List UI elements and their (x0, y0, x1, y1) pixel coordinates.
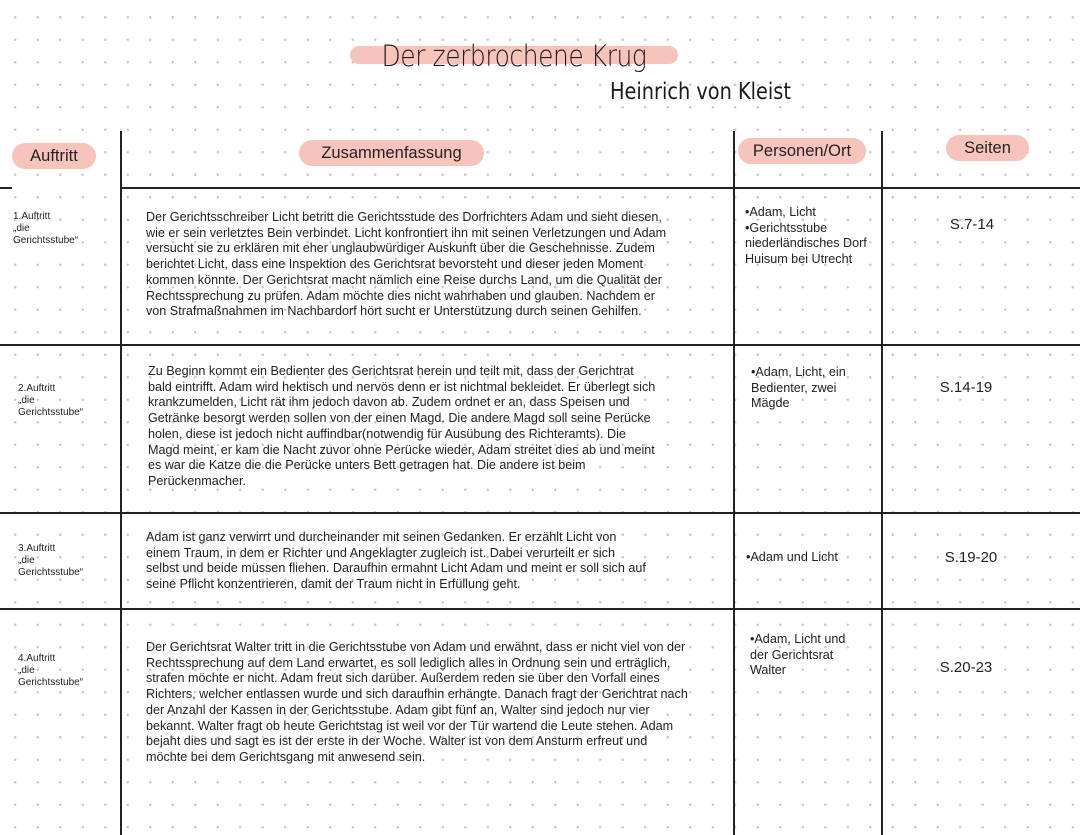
row-1-auftritt: 1.Auftritt „die Gerichtsstube“ (13, 211, 79, 246)
column-divider-1 (120, 131, 122, 835)
row-3-auftritt: 3.Auftritt „die Gerichtsstube“ (18, 543, 84, 578)
row-4-pages: S.20-23 (939, 659, 993, 676)
row-2-persons: •Adam, Licht, ein Bedienter, zwei Mägde (751, 365, 846, 411)
column-header-summary: Zusammenfassung (299, 140, 484, 166)
row-3-summary: Adam ist ganz verwirrt und durcheinander mit seinen Gedanken. Er erzählt Licht von einem Traum, in dem er Richter und Angeklagter zugleich ist. Dabei verurteilt er sich selbst und beide müssen fliehen. Daraufhin ermahnt Licht Adam und meint er soll sich auf seine Pflicht konzentrieren, damit der Traum nicht in Erfüllung geht. (146, 530, 646, 592)
row-2-summary: Zu Beginn kommt ein Bedienter des Gerichtsrat herein und teilt mit, dass der Gerichtrat bald eintrifft. Adam wird hektisch und nervös denn er ist nichtmal bekleidet. Er überlegt sich krankzumelden, Licht rät ihm jedoch davon ab. Zudem ordnet er an, dass Speisen und Getränke besorgt werden sollen von der einen Magd. Die andere Magd soll seine Perücke holen, diese ist jedoch nicht auffindbar(notwendig für Ausübung des Richteramts). Die Magd meint, er kam die Nacht zuvor ohne Perücke wieder, Adam streitet dies ab und meint es war die Katze die die Perücke unters Bett getragen hat. Die andere ist beim Perückenmacher. (148, 364, 656, 488)
row-2-auftritt: 2.Auftritt „die Gerichtsstube“ (18, 383, 84, 418)
row-divider-1 (0, 344, 1080, 346)
column-header-auftritt: Auftritt (12, 143, 96, 169)
column-header-pages: Seiten (946, 135, 1029, 161)
author-name: Heinrich von Kleist (610, 79, 791, 105)
row-4-summary: Der Gerichtsrat Walter tritt in die Gerichtsstube von Adam und erwähnt, dass er nicht viel von der Rechtssprechung auf dem Land erwartet, es soll lediglich alles in Ordnung sein und erträglich, strafen möchte er nicht. Adam freut sich darüber. Außerdem reden sie über den Vorfall eines Richters, welcher entlassen wurde und sich daraufhin erhängte. Danach fragt der Gerichtrat nach der Anzahl der Kassen in der Gerichtsstube. Adam gibt fünf an, Walter sind jedoch nur vier bekannt. Walter fragt ob heute Gerichtstag ist weil vor der Tür wartend die Leute stehen. Adam bejaht dies und sagt es ist der erste in der Woche. Walter ist von dem Ansturm erfreut und möchte bei dem Gerichtsgang mit anwesend sein. (146, 640, 688, 764)
row-1-pages: S.7-14 (949, 216, 995, 233)
row-4-persons: •Adam, Licht und der Gerichtsrat Walter (750, 632, 846, 678)
header-tick (0, 187, 12, 189)
column-divider-3 (881, 131, 883, 835)
row-3-pages: S.19-20 (944, 549, 998, 566)
column-header-persons: Personen/Ort (738, 138, 866, 164)
row-divider-3 (0, 608, 1080, 610)
row-4-auftritt: 4.Auftritt „die Gerichtsstube“ (18, 653, 84, 688)
title-block (350, 38, 678, 78)
column-divider-2 (733, 131, 735, 835)
row-1-persons: •Adam, Licht •Gerichtsstube niederländisches Dorf Huisum bei Utrecht (745, 205, 867, 267)
row-1-summary: Der Gerichtsschreiber Licht betritt die Gerichtsstude des Dorfrichters Adam und sieht diesen, wie er sein verletztes Bein verbindet. Licht konfrontiert ihn mit seinen Verletzungen und Adam versucht sie zu erklären mit eher unglaubwürdiger Auskunft über die Geschehnisse. Zudem berichtet Licht, dass eine Inspektion des Gerichtsrat bevorsteht und dieser jeden Moment kommen könnte. Der Gerichtsrat macht nämlich eine Reise durchs Land, um die Qualität der Rechtssprechung zu prüfen. Adam möchte dies nicht wahrhaben und glauben. Nachdem er von Strafmaßnahmen im Nachbardorf hört sucht er Unterstützung durch seinen Gehilfen. (146, 210, 667, 319)
row-divider-2 (0, 512, 1080, 514)
page-title: Der zerbrochene Krug (381, 39, 647, 73)
row-2-pages: S.14-19 (939, 379, 993, 396)
row-3-persons: •Adam und Licht (746, 550, 838, 564)
row-divider-header (120, 187, 1080, 189)
